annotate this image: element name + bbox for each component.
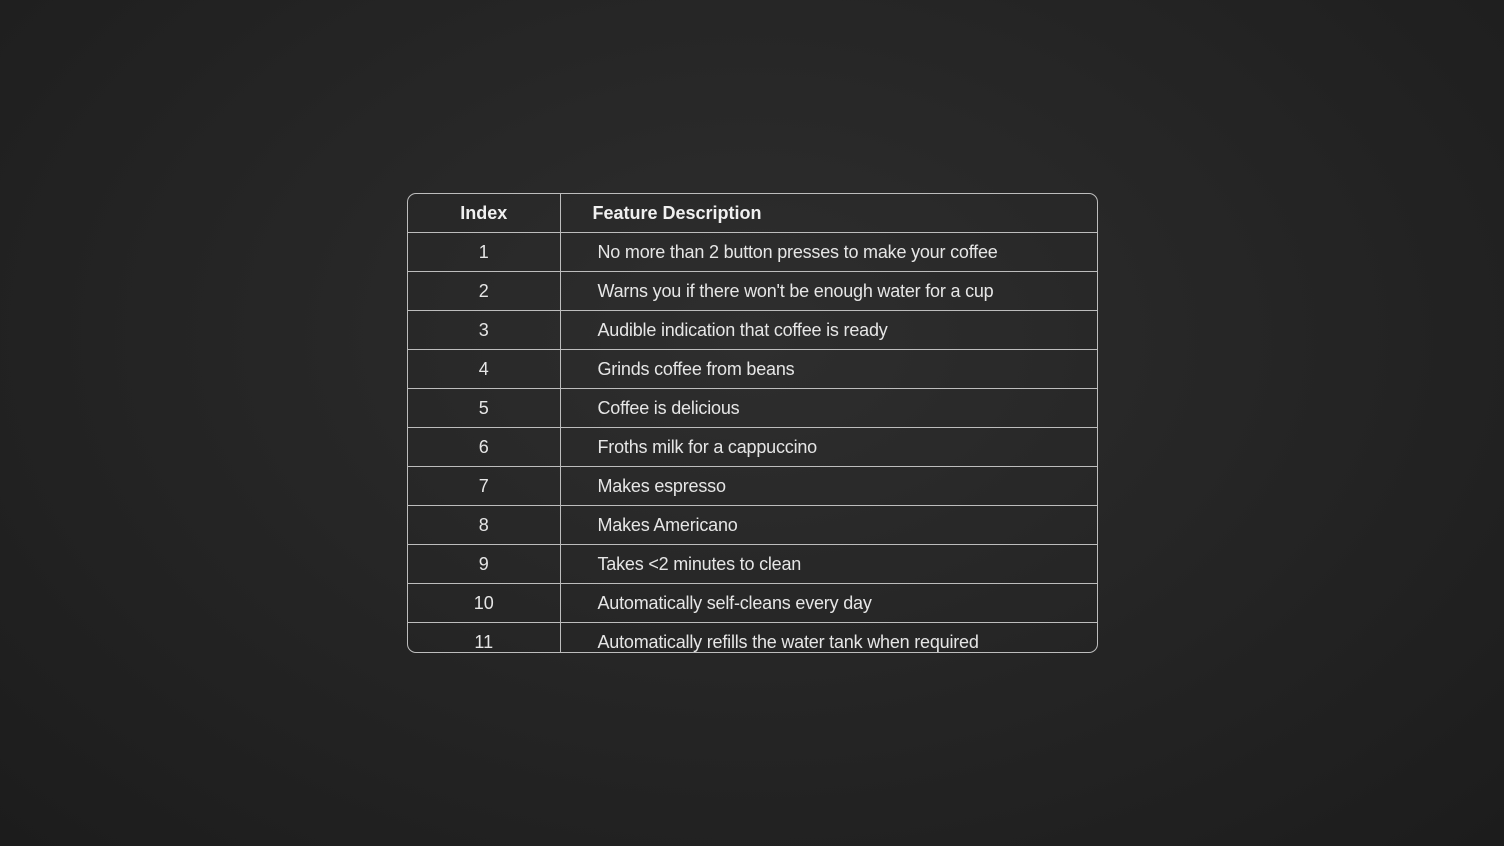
row-description: Automatically self-cleans every day bbox=[560, 584, 1097, 623]
table-row bbox=[408, 428, 1097, 467]
row-index: 6 bbox=[408, 428, 560, 467]
row-index: 2 bbox=[408, 272, 560, 311]
table-header-row bbox=[408, 194, 1097, 233]
row-index: 10 bbox=[408, 584, 560, 623]
table-row bbox=[408, 623, 1097, 654]
header-index: Index bbox=[408, 194, 560, 233]
row-description: Froths milk for a cappuccino bbox=[560, 428, 1097, 467]
table-row bbox=[408, 467, 1097, 506]
table-row bbox=[408, 311, 1097, 350]
row-description: Makes Americano bbox=[560, 506, 1097, 545]
row-description: Automatically refills the water tank when required bbox=[597, 631, 979, 652]
row-index: 11 bbox=[408, 623, 560, 654]
table-row bbox=[408, 545, 1097, 584]
row-description: Makes espresso bbox=[560, 467, 1097, 506]
row-description: Coffee is delicious bbox=[560, 389, 1097, 428]
row-index: 4 bbox=[408, 350, 560, 389]
row-description: No more than 2 button presses to make your coffee bbox=[560, 233, 1097, 272]
table-row bbox=[408, 389, 1097, 428]
row-description: Audible indication that coffee is ready bbox=[560, 311, 1097, 350]
feature-table-grid bbox=[408, 194, 1097, 653]
row-description: Grinds coffee from beans bbox=[560, 350, 1097, 389]
feature-table bbox=[407, 193, 1098, 653]
row-index: 1 bbox=[408, 233, 560, 272]
table-row bbox=[408, 272, 1097, 311]
table-row bbox=[408, 233, 1097, 272]
row-index: 9 bbox=[408, 545, 560, 584]
row-description: Takes <2 minutes to clean bbox=[560, 545, 1097, 584]
row-index: 3 bbox=[408, 311, 560, 350]
row-index: 7 bbox=[408, 467, 560, 506]
row-index: 5 bbox=[408, 389, 560, 428]
table-row bbox=[408, 350, 1097, 389]
table-row bbox=[408, 506, 1097, 545]
header-feature-description: Feature Description bbox=[560, 194, 1097, 233]
row-index: 8 bbox=[408, 506, 560, 545]
row-description: Warns you if there won't be enough water for a cup bbox=[560, 272, 1097, 311]
table-row bbox=[408, 584, 1097, 623]
